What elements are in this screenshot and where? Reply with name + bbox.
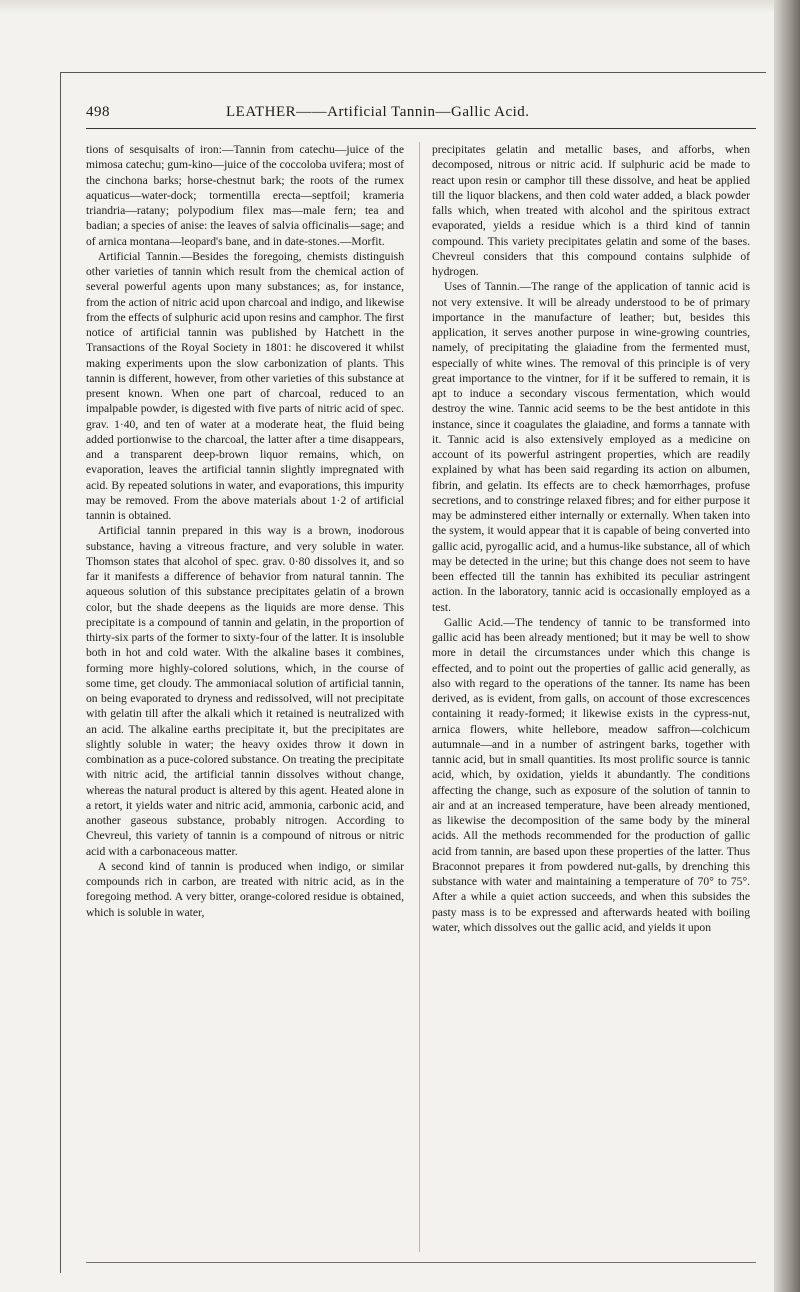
page-number: 498	[86, 104, 110, 120]
paragraph: precipitates gelatin and metallic bases, and afforbs, when decomposed, nitrous or nitric acid. If sulphuric acid be made to react upon resin or camphor till these dissolve, and heat be applied till the liquor blackens, and then cold water added, a black powder falls which, when treated with alcohol and the spiritous extract evaporated, yields a residue which is a third kind of tannin compound. This variety precipitates gelatin and some of the bases. Chevreul considers that this compound contains sulphide of hydrogen.	[432, 143, 750, 278]
column-divider	[419, 142, 420, 1252]
bottom-rule	[86, 1262, 756, 1263]
running-head: LEATHER——Artificial Tannin—Gallic Acid.	[226, 104, 530, 120]
left-column	[86, 142, 404, 1252]
page-header	[86, 104, 756, 126]
paragraph: tions of sesquisalts of iron:—Tannin from catechu—juice of the mimosa catechu; gum-kino—juice of the coccoloba uvifera; most of the cinchona barks; horse-chestnut bark; the roots of the rumex aquaticus—water-dock; tormentilla erecta—septfoil; krameria triandria—ratany; polypodium filex mas—male fern; tea and badian; a species of anise: the leaves of salvia officinalis—sage; and of arnica montana—leopard's bane, and in date-stones.—Morfit.	[86, 143, 404, 248]
header-rule	[86, 128, 756, 129]
paragraph: Uses of Tannin.—The range of the application of tannic acid is not very extensive. It will be already understood to be of primary importance in the manufacture of leather; but, besides this application, it serves another purpose in wine-growing countries, namely, of precipitating the glaiadine from the fermented must, especially of white wines. The removal of this principle is of very great importance to the vintner, for if it be suffered to remain, it is apt to induce a secondary viscous fermentation, which would destroy the wine. Tannic acid seems to be the best antidote in this instance, since it coagulates the glaiadine, and forms a tannate with it. Tannic acid is also extensively employed as a medicine on account of its powerful astringent properties, which are readily explained by what has been said regarding its action on albumen, fibrin, and gelatin. Its effects are to check hæmorrhages, profuse secretions, and to constringe relaxed fibres; and for either purpose it may be adminstered either internally or externally. When taken into the system, it would appear that it is capable of being converted into gallic acid, pyrogallic acid, and a humus-like substance, all of which may be detected in the urine; but this change does not seem to have been effected till the tannin has exhibited its peculiar astringent action. In the laboratory, tannic acid is occasionally employed as a test.	[432, 280, 750, 614]
paragraph: A second kind of tannin is produced when indigo, or similar compounds rich in carbon, are treated with nitric acid, as in the foregoing method. A very bitter, orange-colored residue is obtained, which is soluble in water,	[86, 859, 404, 919]
paragraph: Artificial Tannin.—Besides the foregoing, chemists distinguish other varieties of tannin which result from the chemical action of several powerful agents upon many substances; as, for instance, from the action of nitric acid upon charcoal and indigo, and likewise from the effects of sulphuric acid upon resins and camphor. The first notice of artificial tannin was published by Hatchett in the Transactions of the Royal Society in 1801: he discovered it whilst making experiments upon the slow carbonization of plants. This tannin is different, however, from other varieties of this substance at present known. When one part of charcoal, reduced to an impalpable powder, is digested with five parts of nitric acid of spec. grav. 1·40, and ten of water at a moderate heat, the fluid being added portionwise to the charcoal, the latter after a time disappears, and a transparent deep-brown liquor remains, which, on evaporation, leaves the artificial tannin slightly impregnated with acid. By repeated solutions in water, and evaporations, this impurity may be removed. From the above materials about 1·2 of artificial tannin is obtained.	[86, 249, 404, 522]
right-column	[432, 142, 750, 1252]
paragraph: Artificial tannin prepared in this way is a brown, inodorous substance, having a vitreous fracture, and very soluble in water. Thomson states that alcohol of spec. grav. 0·80 dissolves it, and so far it manifests a difference of behavior from natural tannin. The aqueous solution of this substance precipitates gelatin of a brown color, but the shade deepens as the liquids are more dense. This precipitate is a compound of tannin and gelatin, in the proportion of thirty-six parts of the former to sixty-four of the latter. It is insoluble both in hot and cold water. With the alkaline bases it combines, forming more highly-colored solutions, which, in the course of some time, get cloudy. The ammoniacal solution of artificial tannin, on being evaporated to dryness and redissolved, will not precipitate with gelatin till after the alkali which it retained is neutralized with an acid. The alkaline earths precipitate it, but the precipitates are slightly soluble in water; the heavy oxides throw it down in combination as a puce-colored substance. On treating the precipitate with nitric acid, the artificial tannin dissolves without change, whereas the natural product is altered by this agent. Heated alone in a retort, it yields water and nitric acid, ammonia, carbonic acid, and another gaseous substance, probably nitrogen. According to Chevreul, this variety of tannin is a compound of nitrous or nitric acid with a carbonaceous matter.	[86, 524, 404, 858]
paragraph: Gallic Acid.—The tendency of tannic to be transformed into gallic acid has been already mentioned; but it may be well to show more in detail the circumstances under which this change is effected, and to point out the properties of gallic acid generally, as also with regard to the operations of the tanner. Its name has been derived, as is evident, from galls, on account of those excrescences containing it ready-formed; it likewise exists in the cypress-nut, arnica flowers, white hellebore, meadow saffron—colchicum autumnale—and in a number of astringent barks, together with tannic acid, but in small quantities. Its most prolific source is tannic acid, which, by oxidation, yields it abundantly. The conditions affecting the change, such as exposure of the solution of tannin to air and at an increased temperature, have been already mentioned, as likewise the decomposition of the same body by the mineral acids. All the methods recommended for the production of gallic acid from tannin, are based upon these properties of the latter. Thus Braconnot prepares it from powdered nut-galls, by drenching this substance with water and maintaining a temperature of 70° to 75°. After a while a quiet action succeeds, and when this subsides the pasty mass is to be expressed and afterwards heated with boiling water, which dissolves out the gallic acid, and yields it upon	[432, 615, 750, 934]
page-top-shadow	[0, 0, 800, 14]
page-binding-edge	[774, 0, 800, 1292]
